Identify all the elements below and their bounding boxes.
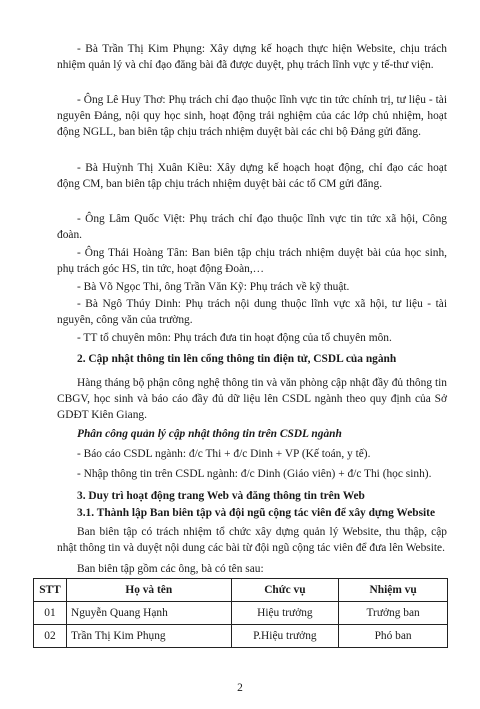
editorial-board-table [33,578,448,648]
paragraph-huy-tho: - Ông Lê Huy Thơ: Phụ trách chỉ đạo thuộc lĩnh vực tin tức chính trị, tư liệu - tài nguyên Đảng, nội quy học sinh, hoạt động trải nghiệm của các lớp chủ nhiệm, hoạt động NGLL, ban biên tập chịu trách nhiệm duyệt bài các chi bộ Đảng gửi đăng. [57,94,447,138]
cell-ho-ten: Trần Thị Kim Phụng [66,625,231,648]
table-row [34,625,448,648]
cell-nhiem-vu: Phó ban [339,625,448,648]
paragraph-xuan-kieu: - Bà Huỳnh Thị Xuân Kiều: Xây dựng kế hoạch hoạt động, chỉ đạo các hoạt động CM, ban biên tập chịu trách nhiệm duyệt bài các tổ CM gửi đăng. [57,162,447,190]
paragraph-cap-nhat: Hàng tháng bộ phận công nghệ thông tin và văn phòng cập nhật đầy đủ thông tin CBGV, học sinh và báo cáo đầy đủ dữ liệu lên CSDL ngành theo quy định của Sở GDĐT Kiên Giang. [57,377,447,421]
paragraph-tt-to: - TT tổ chuyên môn: Phụ trách đưa tin hoạt động của tổ chuyên môn. [77,332,392,344]
paragraph-kim-phung: - Bà Trần Thị Kim Phụng: Xây dựng kế hoạch thực hiện Website, chịu trách nhiệm quản lý và chỉ đạo đăng bài đã được duyệt, phụ trách lĩnh vực y tế-thư viện. [57,43,447,71]
cell-ho-ten: Nguyễn Quang Hạnh [66,602,231,625]
cell-chuc-vu: Hiệu trưởng [231,602,339,625]
heading-section-3-1: 3.1. Thành lập Ban biên tập và đội ngũ cộng tác viên để xây dựng Website [77,507,436,519]
table-row [34,602,448,625]
heading-section-2: 2. Cập nhật thông tin lên cổng thông tin điện tử, CSDL của ngành [77,353,397,365]
header-nhiem-vu: Nhiệm vụ [339,579,448,602]
paragraph-ban-bien-tap: Ban biên tập có trách nhiệm tổ chức xây dựng quản lý Website, thu thập, cập nhật thông tin và duyệt nội dung các bài từ đội ngũ cộng tác viên để đưa lên Website. [57,526,447,554]
header-ho-ten: Họ và tên [66,579,231,602]
paragraph-quoc-viet: - Ông Lâm Quốc Việt: Phụ trách chỉ đạo thuộc lĩnh vực tin tức xã hội, Công đoàn. [57,213,447,241]
header-chuc-vu: Chức vụ [231,579,339,602]
paragraph-nhap-thong-tin: - Nhập thông tin trên CSDL ngành: đ/c Dinh (Giáo viên) + đ/c Thi (học sinh). [77,468,432,480]
subheading-phan-cong: Phân công quản lý cập nhật thông tin trên CSDL ngành [77,428,342,440]
paragraph-gom-cac: Ban biên tập gồm các ông, bà có tên sau: [77,563,264,575]
table-header-row [34,579,448,602]
paragraph-thuy-dinh: - Bà Ngô Thúy Dinh: Phụ trách nội dung thuộc lĩnh vực xã hội, tư liệu - tài nguyên, công văn của trường. [57,298,447,326]
paragraph-hoang-tan: - Ông Thái Hoàng Tân: Ban biên tập chịu trách nhiệm duyệt bài của học sinh, phụ trách góc HS, tin tức, hoạt động Đoàn,… [57,247,447,275]
cell-chuc-vu: P.Hiệu trưởng [231,625,339,648]
paragraph-bao-cao: - Báo cáo CSDL ngành: đ/c Thi + đ/c Dinh + VP (Kế toán, y tế). [77,448,371,460]
cell-stt: 01 [34,602,67,625]
page-number: 2 [237,682,243,694]
cell-stt: 02 [34,625,67,648]
paragraph-ngoc-thi: - Bà Võ Ngọc Thi, ông Trần Văn Kỹ: Phụ trách về kỹ thuật. [77,281,350,293]
cell-nhiem-vu: Trưởng ban [339,602,448,625]
header-stt: STT [34,579,67,602]
heading-section-3: 3. Duy trì hoạt động trang Web và đăng thông tin trên Web [77,490,365,502]
